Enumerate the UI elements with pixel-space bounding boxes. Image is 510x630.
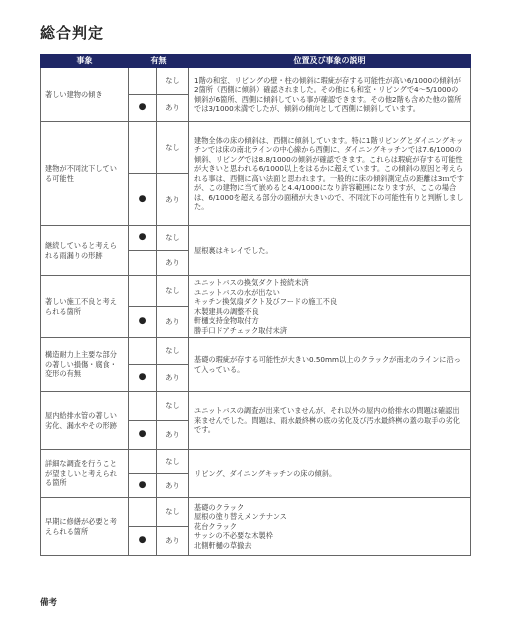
presence-mark: ● bbox=[129, 365, 157, 392]
table-row bbox=[41, 338, 471, 365]
judgement-table bbox=[40, 54, 471, 556]
header-description: 位置及び事象の説明 bbox=[189, 55, 471, 68]
table-row bbox=[41, 122, 471, 174]
presence-mark: ● bbox=[129, 95, 157, 122]
remarks-label: 備考 bbox=[40, 598, 58, 608]
presence-mark bbox=[129, 498, 157, 527]
table-row bbox=[41, 392, 471, 421]
presence-option: あり bbox=[157, 527, 189, 556]
description-text: 1階の和室、リビングの壁・柱の傾斜に瑕疵が存する可能性が高い6/1000の傾斜が2箇所（西側に傾斜）確認されました。その他にも和室・リビングで4～5/1000の傾斜が6箇所、西側に傾斜している事が確認できます。その他2階も含めた他の箇所では3/1000未満でしたが、傾斜の傾向として西側に傾斜しています。 bbox=[189, 68, 471, 122]
presence-option: なし bbox=[157, 498, 189, 527]
presence-mark bbox=[129, 338, 157, 365]
presence-option: なし bbox=[157, 122, 189, 174]
presence-mark bbox=[129, 251, 157, 276]
presence-mark bbox=[129, 450, 157, 474]
presence-option: あり bbox=[157, 307, 189, 338]
description-text: 屋根裏はキレイでした。 bbox=[189, 226, 471, 276]
item-label: 早期に修繕が必要と考えられる箇所 bbox=[41, 498, 129, 556]
table-row bbox=[41, 276, 471, 307]
presence-option: なし bbox=[157, 338, 189, 365]
item-label: 屋内給排水管の著しい劣化、漏水やその形跡 bbox=[41, 392, 129, 450]
presence-option: あり bbox=[157, 365, 189, 392]
item-label: 著しい建物の傾き bbox=[41, 68, 129, 122]
presence-mark: ● bbox=[129, 174, 157, 226]
presence-mark bbox=[129, 276, 157, 307]
presence-option: なし bbox=[157, 226, 189, 251]
table-row bbox=[41, 498, 471, 527]
presence-option: なし bbox=[157, 450, 189, 474]
presence-mark: ● bbox=[129, 474, 157, 498]
description-text: 基礎の瑕疵が存する可能性が大きい0.50mm以上のクラックが南北のラインに沿って入っている。 bbox=[189, 338, 471, 392]
table-row bbox=[41, 68, 471, 95]
presence-option: なし bbox=[157, 68, 189, 95]
item-label: 継続していると考えられる雨漏りの形跡 bbox=[41, 226, 129, 276]
presence-option: あり bbox=[157, 251, 189, 276]
description-text: 基礎のクラック 屋根の塗り替えメンテナンス 花台クラック サッシの不必要な木製枠 北側軒樋の草撤去 bbox=[189, 498, 471, 556]
presence-mark: ● bbox=[129, 307, 157, 338]
presence-mark: ● bbox=[129, 421, 157, 450]
presence-option: あり bbox=[157, 95, 189, 122]
presence-option: なし bbox=[157, 392, 189, 421]
presence-mark bbox=[129, 392, 157, 421]
description-text: 建物全体の床の傾斜は、西側に傾斜しています。特に1階リビングとダイニングキッチンでは床の南北ラインの中心線から西側に、ダイニングキッチンでは7.6/1000の傾斜、リビングでは8.8/1000の傾斜が確認できます。これらは瑕疵が存する可能性が大きいと思われる6/1000以上をはるかに超えています。この傾斜の原因と考えられる事は、西側に高い法面と思われます。一般的に床の傾斜測定点の距離は3ｍですが、この建物に当て嵌めると4.4/1000になり許容範囲になりますが、ここの場合は、6/1000を超える部分の面積が大きいので、不同沈下の可能性有りと判断しました。 bbox=[189, 122, 471, 226]
presence-mark: ● bbox=[129, 226, 157, 251]
item-label: 著しい施工不良と考えられる箇所 bbox=[41, 276, 129, 338]
table-header-row bbox=[41, 55, 471, 68]
table-row bbox=[41, 226, 471, 251]
table-row bbox=[41, 450, 471, 474]
page-title: 総合判定 bbox=[40, 24, 105, 42]
description-text: ユニットバスの換気ダクト接続未済 ユニットバスの水が出ない キッチン換気扇ダクト及びフードの施工不良 木製建具の調整不良 軒樋支持金物取付方 勝手口ドアチェック取付未済 bbox=[189, 276, 471, 338]
item-label: 建物が不同沈下している可能性 bbox=[41, 122, 129, 226]
header-item: 事象 bbox=[41, 55, 129, 68]
header-presence: 有無 bbox=[129, 55, 189, 68]
item-label: 詳細な調査を行うことが望ましいと考えられる箇所 bbox=[41, 450, 129, 498]
presence-mark bbox=[129, 122, 157, 174]
presence-option: あり bbox=[157, 421, 189, 450]
presence-mark: ● bbox=[129, 527, 157, 556]
presence-option: あり bbox=[157, 474, 189, 498]
presence-mark bbox=[129, 68, 157, 95]
description-text: リビング、ダイニングキッチンの床の傾斜。 bbox=[189, 450, 471, 498]
presence-option: なし bbox=[157, 276, 189, 307]
item-label: 構造耐力上主要な部分の著しい損傷・腐食・変形の有無 bbox=[41, 338, 129, 392]
description-text: ユニットバスの調査が出来ていませんが、それ以外の屋内の給排水の問題は確認出来ませんでした。問題は、雨水最終桝の底の劣化及び汚水最終桝の蓋の取手の劣化です。 bbox=[189, 392, 471, 450]
presence-option: あり bbox=[157, 174, 189, 226]
